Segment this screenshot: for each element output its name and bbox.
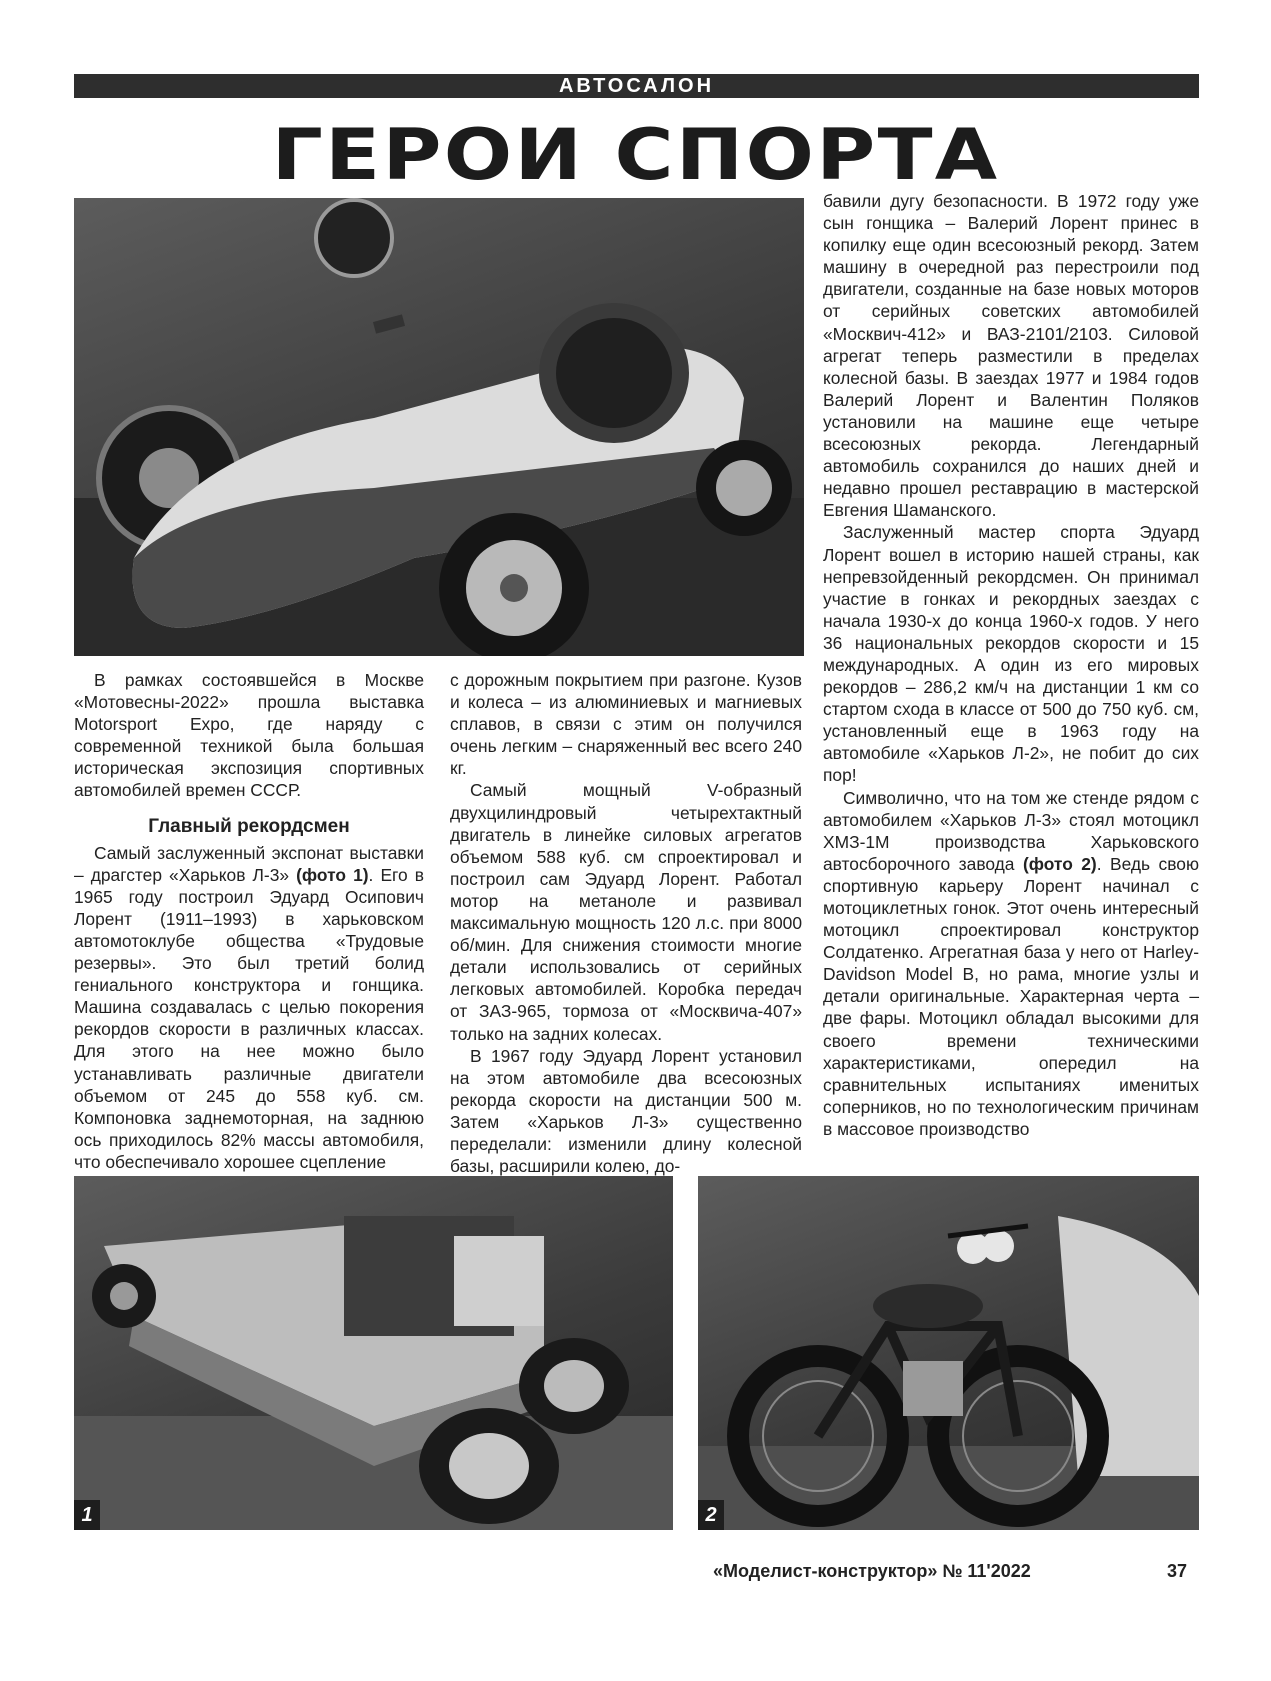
paragraph: с дорожным покрытием при разгоне. Кузов и колеса – из алюминиевых и магниевых сплавов, в связи с этим он получился очень легким – снаряженный вес всего 240 кг. <box>450 670 802 779</box>
top-photo-illustration <box>74 198 804 656</box>
photo-1-dragster <box>74 1176 673 1530</box>
paragraph-text: Символично, что на том же стенде рядом с автомобилем «Харьков Л-3» стоял мотоцикл ХМЗ-1М производства Харьковского автосборочного завода <box>823 787 1199 874</box>
photo-2-motorcycle <box>698 1176 1199 1530</box>
paragraph-text: Самый заслуженный экспонат выставки – драгстер «Харьков Л-3» <box>74 842 424 885</box>
text-column-right <box>823 190 1199 1140</box>
article-title: ГЕРОИ СПОРТА <box>271 114 1000 196</box>
photo-reference: (фото 2) <box>1022 853 1097 874</box>
paragraph-text: . Его в 1965 году построил Эдуард Осипович Лорент (1911–1993) в харьковском автомотоклубе общества «Трудовые резервы». Это был третий болид гениального конструктора и гонщика. Машина создавалась с целью покорения рекордов скорости в различных классах. Для этого на нее можно было устанавливать различные двигатели объемом от 245 до 558 куб. см. Компоновка заднемоторная, на заднюю ось приходилось 82% массы автомобиля, что обеспечивало хорошее сцепление <box>74 864 424 1172</box>
text-column-left <box>74 669 424 1173</box>
text-column-middle <box>450 669 802 1177</box>
paragraph: Заслуженный мастер спорта Эдуард Лорент вошел в историю нашей страны, как непревзойденный рекордсмен. Он принимал участие в гонках и рекордных заездах с начала 1930-х до конца 1960-х годов. У него 36 национальных рекордов скорости и 15 международных. А один из его мировых рекордов – 286,2 км/ч на дистанции 1 км со стартом схода в классе от 500 до 750 куб. см, установленный еще в 1963 году на автомобиле «Харьков Л-2», не побит до сих пор! <box>823 522 1199 786</box>
paragraph: бавили дугу безопасности. В 1972 году уже сын гонщика – Валерий Лорент принес в копилку еще один всесоюзный рекорд. Затем машину в очередной раз перестроили под двигатели, созданные на базе новых моторов от серийных советских автомобилей «Москвич-412» и ВАЗ-2101/2103. Силовой агрегат теперь разместили в пределах колесной базы. В заездах 1977 и 1984 годов Валерий Лорент и Валентин Поляков установили на машине еще четыре всесоюзных рекорда. Легендарный автомобиль сохранился до наших дней и недавно прошел реставрацию в мастерской Евгения Шаманского. <box>823 191 1199 521</box>
section-band <box>74 74 1199 98</box>
photo-number-badge: 2 <box>698 1500 724 1530</box>
paragraph: Самый мощный V-образный двухцилиндровый четырехтактный двигатель в линейке силовых агрегатов объемом 588 куб. см спроектировал и построил сам Эдуард Лорент. Работал мотор на метаноле и развивал максимальную мощность 120 л.с. при 8000 об/мин. Для снижения стоимости многие детали использовались от серийных легковых автомобилей. Коробка передач от ЗАЗ-965, тормоза от «Москвича-407» только на задних колесах. <box>450 780 802 1044</box>
intro-paragraph: В рамках состоявшейся в Москве «Мотовесны-2022» прошла выставка Motorsport Expo, где наряду с современной техникой была большая историческая экспозиция спортивных автомобилей времен СССР. <box>74 670 424 801</box>
paragraph <box>823 787 1199 1141</box>
photo-reference: (фото 1) <box>296 864 369 885</box>
paragraph: В 1967 году Эдуард Лорент установил на этом автомобиле два всесоюзных рекорда скорости на дистанции 500 м. Затем «Харьков Л-3» существенно переделали: изменили длину колесной базы, расширили колею, до- <box>450 1045 802 1177</box>
page-number: 37 <box>1167 1561 1188 1581</box>
paragraph-text: . Ведь свою спортивную карьеру Лорент начинал с мотоциклетных гонок. Этот очень интересный мотоцикл спроектировал конструктор Солдатенко. Агрегатная база у него от Harley-Davidson Model B, но рама, многие узлы и детали оригинальные. Характерная черта – две фары. Мотоцикл обладал высокими для своего времени техническими характеристиками, опередил на сравнительных испытаниях именитых соперников, но по технологическим причинам в массовое производство <box>823 853 1200 1139</box>
top-photo <box>74 198 804 656</box>
paragraph <box>74 842 424 1173</box>
photo-1-illustration <box>74 1176 673 1530</box>
photo-2-illustration <box>698 1176 1199 1530</box>
subheading: Главный рекордсмен <box>148 815 350 837</box>
section-label: АВТОСАЛОН <box>558 75 715 97</box>
photo-number-badge: 1 <box>74 1500 100 1530</box>
magazine-footer: «Моделист-конструктор» № 11'2022 <box>713 1561 1031 1581</box>
